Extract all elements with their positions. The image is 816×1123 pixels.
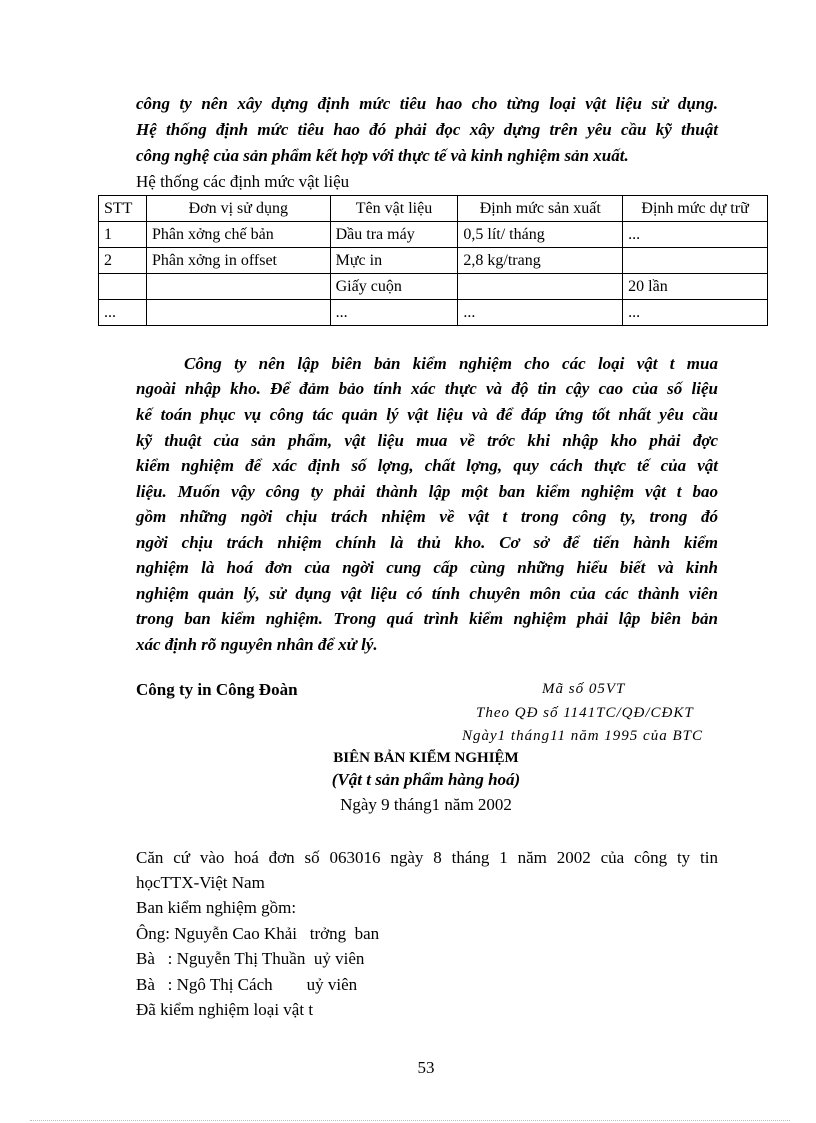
body-line: Ông: Nguyễn Cao Khải trởng ban (136, 924, 380, 943)
table-cell (146, 274, 330, 300)
paragraph-line: ngoài nhập kho. Để đảm bảo tính xác thực và độ tin cậy cao của số liệu (136, 379, 718, 398)
table-row (99, 300, 768, 326)
table-cell: 20 lần (623, 274, 768, 300)
body-line: Bà : Nguyễn Thị Thuần uỷ viên (136, 949, 365, 968)
table-header-row (99, 196, 768, 222)
table-cell: 2 (99, 248, 147, 274)
form-decision: Theo QĐ số 1141TC/QĐ/CĐKT (476, 705, 694, 721)
paragraph-line: Công ty nên lập biên bản kiểm nghiệm cho các loại vật t mua (184, 354, 718, 373)
paragraph-line: kiểm nghiệm để xác định số lợng, chất lợng, quy cách thực tế của vật (136, 456, 718, 475)
body-line: Đã kiểm nghiệm loại vật t (136, 1000, 314, 1019)
paragraph-line: trong ban kiểm nghiệm. Trong quá trình kiểm nghiệm phải lập biên bản (136, 609, 718, 628)
form-decision-date: Ngày1 tháng11 năm 1995 của BTC (462, 728, 703, 744)
page-bottom-rule (30, 1120, 790, 1121)
body-line: họcTTX-Việt Nam (136, 873, 265, 892)
table-cell: 1 (99, 222, 147, 248)
header-cell: Tên vật liệu (330, 196, 458, 222)
table-cell (458, 274, 623, 300)
body-line: Bà : Ngô Thị Cách uỷ viên (136, 975, 358, 994)
table-cell: Mực in (330, 248, 458, 274)
company-name: Công ty in Công Đoàn (136, 680, 298, 699)
table-cell: ... (623, 300, 768, 326)
header-cell: STT (99, 196, 147, 222)
table-cell: ... (458, 300, 623, 326)
form-code: Mã số 05VT (542, 681, 626, 697)
header-cell: Định mức dự trữ (623, 196, 768, 222)
body-line: Ban kiểm nghiệm gồm: (136, 898, 297, 917)
paragraph-line: kế toán phục vụ công tác quản lý vật liệu và để đáp ứng tốt nhất yêu cầu (136, 405, 718, 424)
table-cell: ... (623, 222, 768, 248)
table-cell (623, 248, 768, 274)
paragraph-line: gồm những ngời chịu trách nhiệm về vật t trong công ty, trong đó (136, 507, 718, 526)
table-cell: Phân xởng chế bản (146, 222, 330, 248)
table-cell (99, 274, 147, 300)
table-cell: Giấy cuộn (330, 274, 458, 300)
paragraph-line: kỹ thuật của sản phẩm, vật liệu mua về trớc khi nhập kho phải đợc (136, 431, 718, 450)
table-cell (146, 300, 330, 326)
table-cell: 2,8 kg/trang (458, 248, 623, 274)
table-cell: Phân xởng in offset (146, 248, 330, 274)
page-number: 53 (417, 1058, 435, 1077)
paragraph-line: nghiệm quản lý, sử dụng vật liệu có tính chuyên môn của các thành viên (136, 584, 718, 603)
table-row (99, 274, 768, 300)
header-cell: Định mức sản xuất (458, 196, 623, 222)
form-title: BIÊN BẢN KIỂM NGHIỆM (333, 750, 519, 766)
intro-line: công nghệ của sản phẩm kết hợp với thực tế và kinh nghiệm sản xuất. (136, 146, 629, 165)
table-cell: 0,5 lít/ tháng (458, 222, 623, 248)
intro-line: Hệ thống định mức tiêu hao đó phải đọc xây dựng trên yêu cầu kỹ thuật (136, 120, 718, 139)
table-row (99, 248, 768, 274)
table-cell: ... (99, 300, 147, 326)
table-caption: Hệ thống các định mức vật liệu (136, 172, 350, 191)
paragraph-line: liệu. Muốn vậy công ty phải thành lập một ban kiểm nghiệm vật t bao (136, 482, 718, 501)
paragraph-line: ngời chịu trách nhiệm chính là thủ kho. Cơ sở để tiến hành kiểm (136, 533, 718, 552)
form-date: Ngày 9 tháng1 năm 2002 (340, 795, 512, 814)
table-cell: Dầu tra máy (330, 222, 458, 248)
intro-line: công ty nên xây dựng định mức tiêu hao cho từng loại vật liệu sử dụng. (136, 94, 718, 113)
table-row (99, 222, 768, 248)
paragraph-line: nghiệm là hoá đơn của ngời cung cấp cùng những hiểu biết và kinh (136, 558, 718, 577)
header-cell: Đơn vị sử dụng (146, 196, 330, 222)
table-cell: ... (330, 300, 458, 326)
body-line: Căn cứ vào hoá đơn số 063016 ngày 8 tháng 1 năm 2002 của công ty tin (136, 848, 718, 867)
paragraph-line: xác định rõ nguyên nhân để xử lý. (136, 635, 378, 654)
form-subtitle: (Vật t sản phẩm hàng hoá) (331, 770, 521, 789)
norm-table (98, 195, 768, 326)
